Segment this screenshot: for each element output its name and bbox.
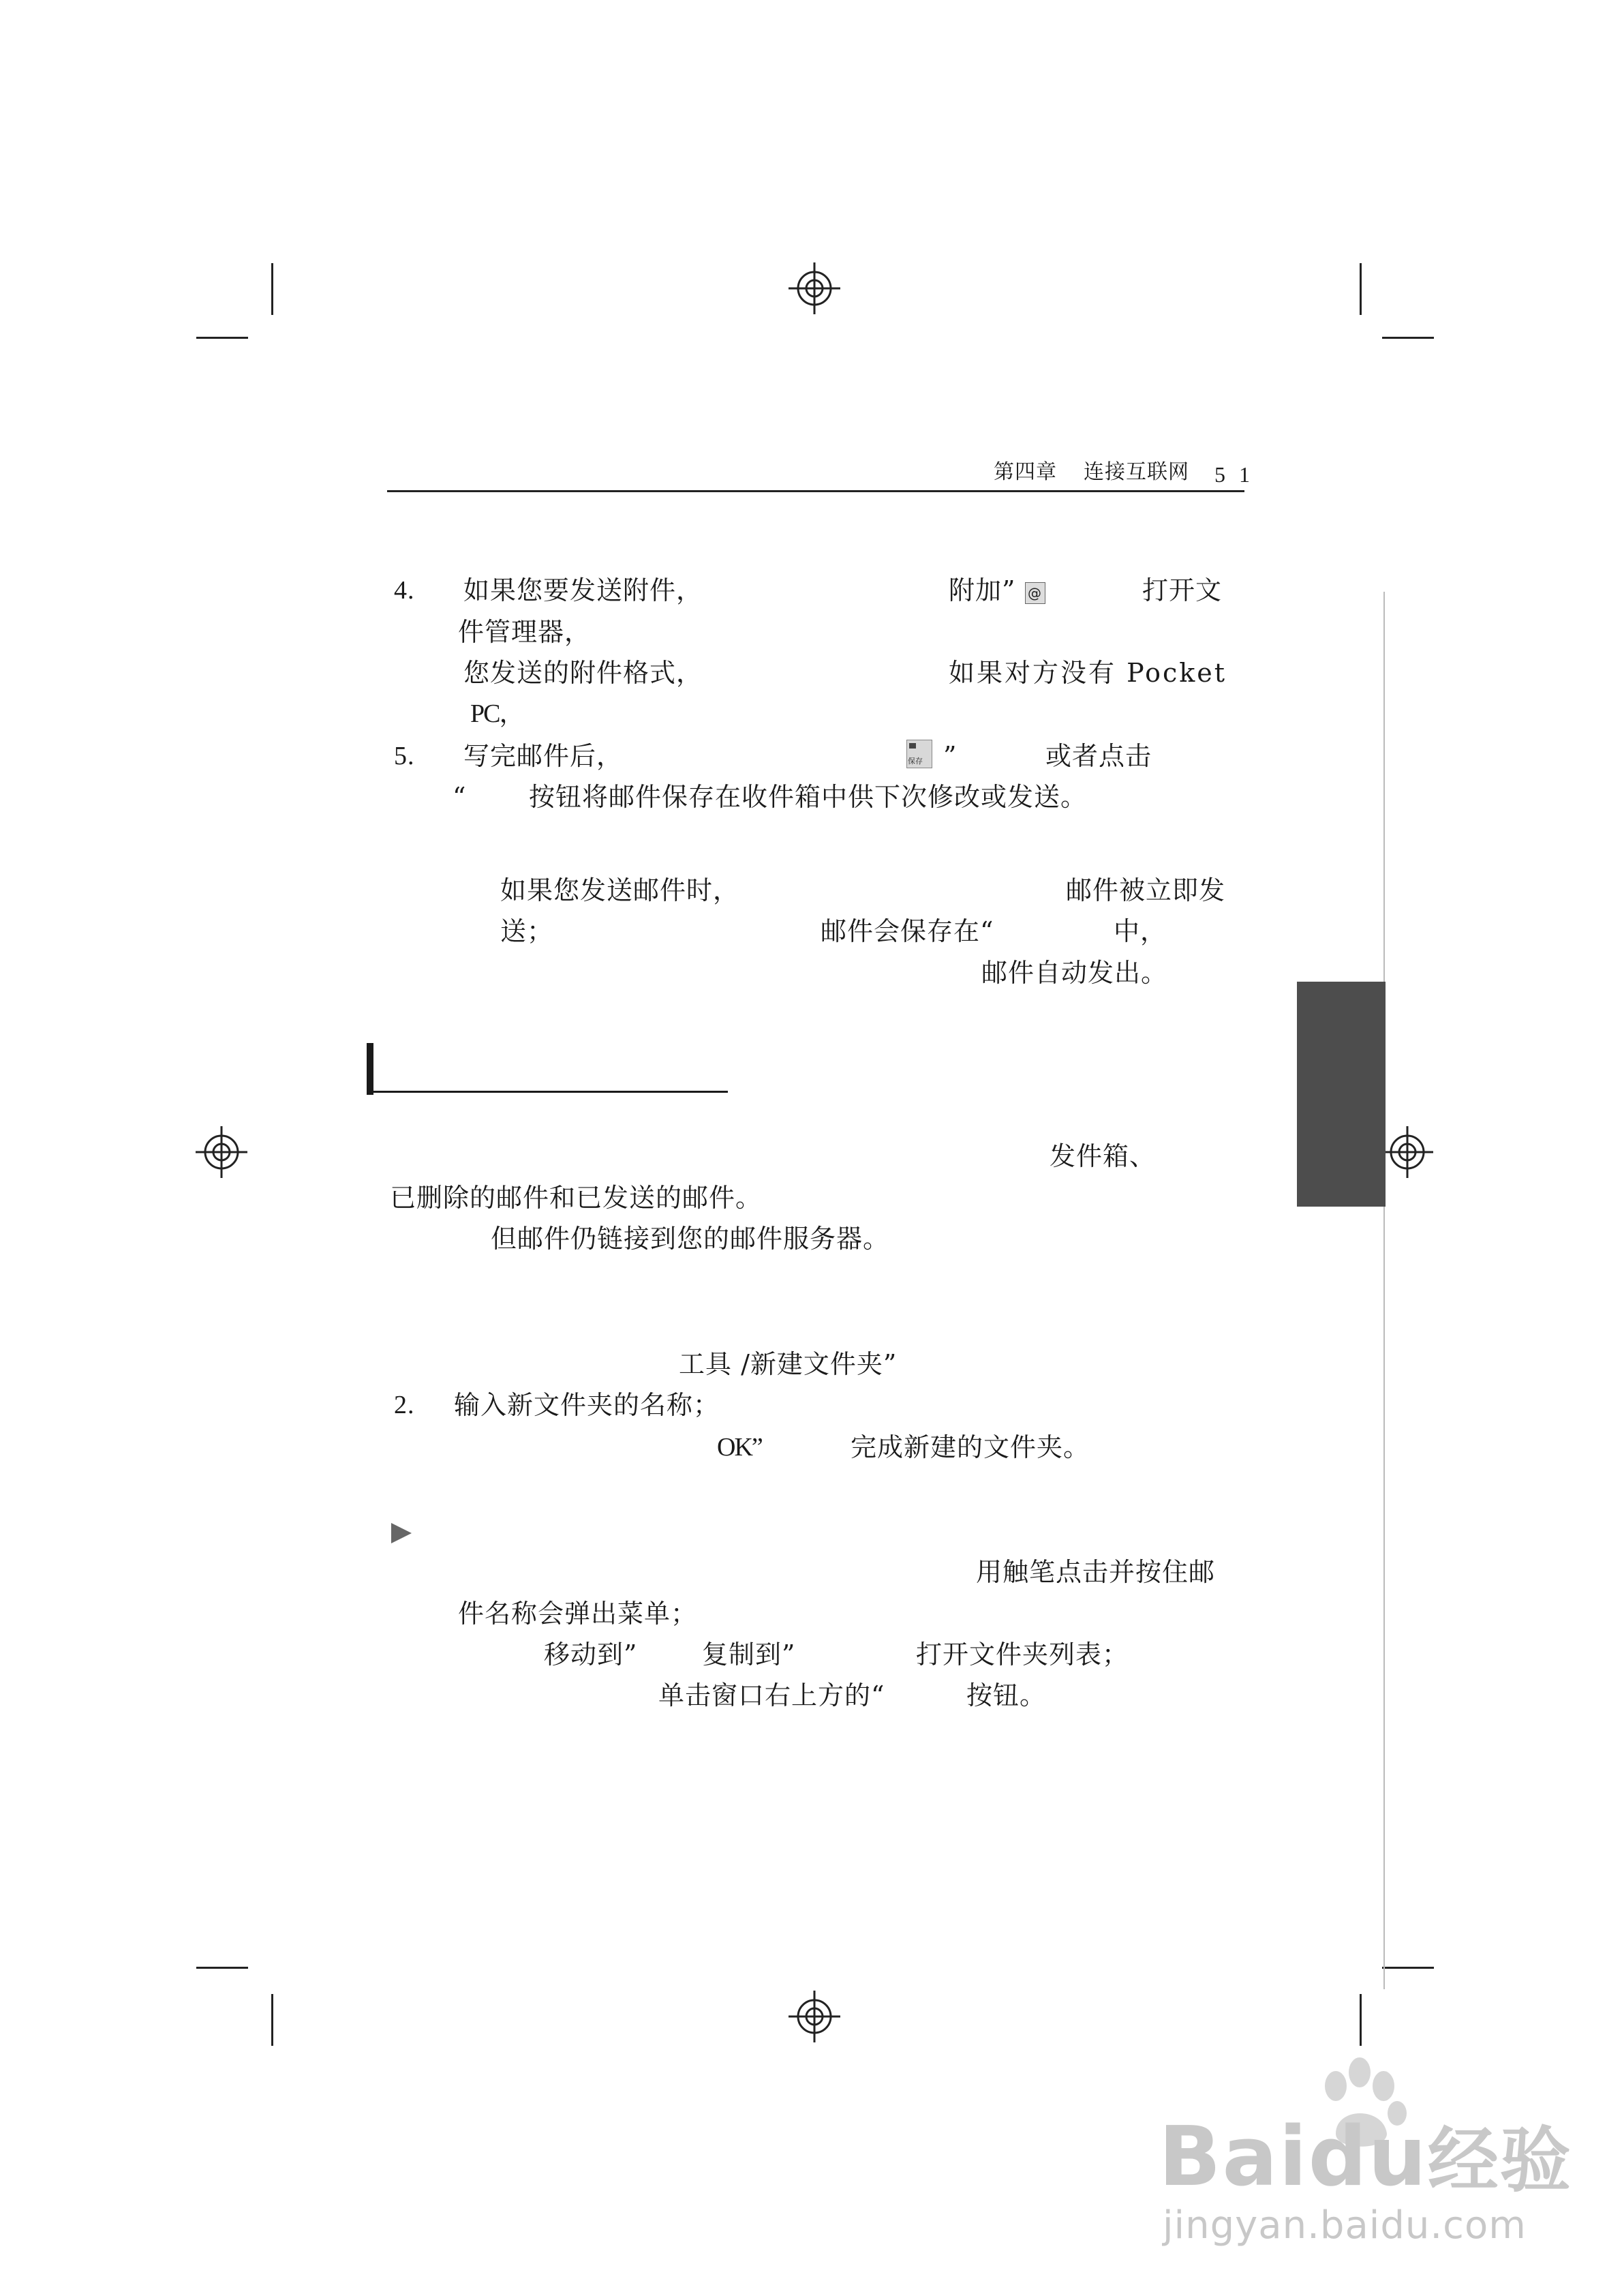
- section-heading-bar: [367, 1043, 373, 1095]
- tip-text: 移动到”: [544, 1640, 638, 1670]
- watermark-brand: [1159, 2103, 1572, 2205]
- watermark-brand-latin: Bai: [1159, 2110, 1309, 2205]
- paperclip-icon: @: [1025, 582, 1045, 604]
- note-text: 中，: [1114, 916, 1167, 946]
- tip-text: 单击窗口右上方的“: [658, 1680, 885, 1710]
- header-rule: [387, 490, 1244, 492]
- margin-line: [1383, 592, 1385, 1989]
- step-text: 如果您要发送附件，: [463, 575, 703, 605]
- crop-mark: [1360, 1994, 1362, 2046]
- step-text: OK”: [717, 1433, 762, 1462]
- step-text: 按钮将邮件保存在收件箱中供下次修改或发送。: [529, 782, 1088, 812]
- note-text: 邮件会保存在“: [821, 916, 994, 946]
- step-text: [949, 577, 1045, 604]
- step-text: 或者点击: [1045, 741, 1152, 771]
- tip-text: 打开文件夹列表；: [916, 1640, 1129, 1670]
- crop-mark: [196, 1967, 248, 1969]
- note-text: 邮件自动发出。: [981, 958, 1168, 988]
- note-text: 送；: [500, 916, 554, 946]
- step-number: 4.: [394, 576, 415, 605]
- step-text: 件管理器，: [458, 617, 592, 647]
- tip-text: 用触笔点击并按住邮: [976, 1557, 1216, 1587]
- crop-mark: [271, 1994, 273, 2046]
- step-text: 如果对方没有 Pocket: [949, 658, 1227, 688]
- step-text-part: 附加”: [949, 575, 1016, 605]
- save-icon-glyph: [909, 743, 916, 749]
- step-text: PC，: [470, 699, 524, 728]
- watermark-url: jingyan.baidu.com: [1163, 2203, 1527, 2248]
- crop-mark: [1360, 263, 1362, 315]
- chapter-thumb-tab-step: [1314, 994, 1328, 1008]
- step-text: 写完邮件后，: [463, 741, 624, 771]
- crop-mark: [271, 263, 273, 315]
- step-text: 完成新建的文件夹。: [851, 1432, 1090, 1462]
- registration-mark-icon: [789, 262, 840, 314]
- watermark-brand-cn: 经验: [1427, 2119, 1572, 2202]
- section-heading-rule: [373, 1091, 728, 1093]
- crop-mark: [1382, 1967, 1434, 1969]
- watermark-brand-du: du: [1308, 2110, 1428, 2205]
- chapter-label: 第四章: [994, 460, 1057, 484]
- chapter-thumb-tab-step: [1297, 1008, 1311, 1013]
- body-text: 但邮件仍链接到您的邮件服务器。: [491, 1224, 890, 1254]
- step-text: “: [453, 782, 467, 812]
- note-text: 邮件被立即发: [1066, 875, 1226, 905]
- body-text: 发件箱、: [1050, 1141, 1157, 1171]
- section-title: 连接互联网: [1084, 460, 1189, 484]
- step-text: 您发送的附件格式，: [463, 658, 703, 688]
- body-text: 已删除的邮件和已发送的邮件。: [390, 1183, 763, 1213]
- step-text: ”: [943, 741, 958, 771]
- tip-text: 按钮。: [966, 1680, 1047, 1710]
- step-text: 输入新文件夹的名称；: [454, 1390, 720, 1420]
- step-number: 2.: [394, 1391, 415, 1419]
- tip-text: 件名称会弹出菜单；: [458, 1599, 698, 1629]
- step-number: 5.: [394, 742, 415, 770]
- page-number: 5 1: [1214, 462, 1254, 487]
- tip-triangle-icon: [390, 1522, 413, 1545]
- menu-path: 工具 /新建文件夹”: [679, 1349, 898, 1379]
- crop-mark: [1382, 337, 1434, 339]
- registration-mark-icon: [1381, 1126, 1433, 1178]
- chapter-thumb-tab: [1297, 982, 1386, 1207]
- save-icon-label: 保存: [908, 757, 923, 766]
- tip-text: 复制到”: [702, 1640, 796, 1670]
- step-text: 打开文: [1142, 575, 1223, 605]
- note-text: 如果您发送邮件时，: [500, 875, 740, 905]
- crop-mark: [196, 337, 248, 339]
- registration-mark-icon: [196, 1126, 247, 1178]
- save-icon: [906, 740, 932, 768]
- registration-mark-icon: [789, 1991, 840, 2042]
